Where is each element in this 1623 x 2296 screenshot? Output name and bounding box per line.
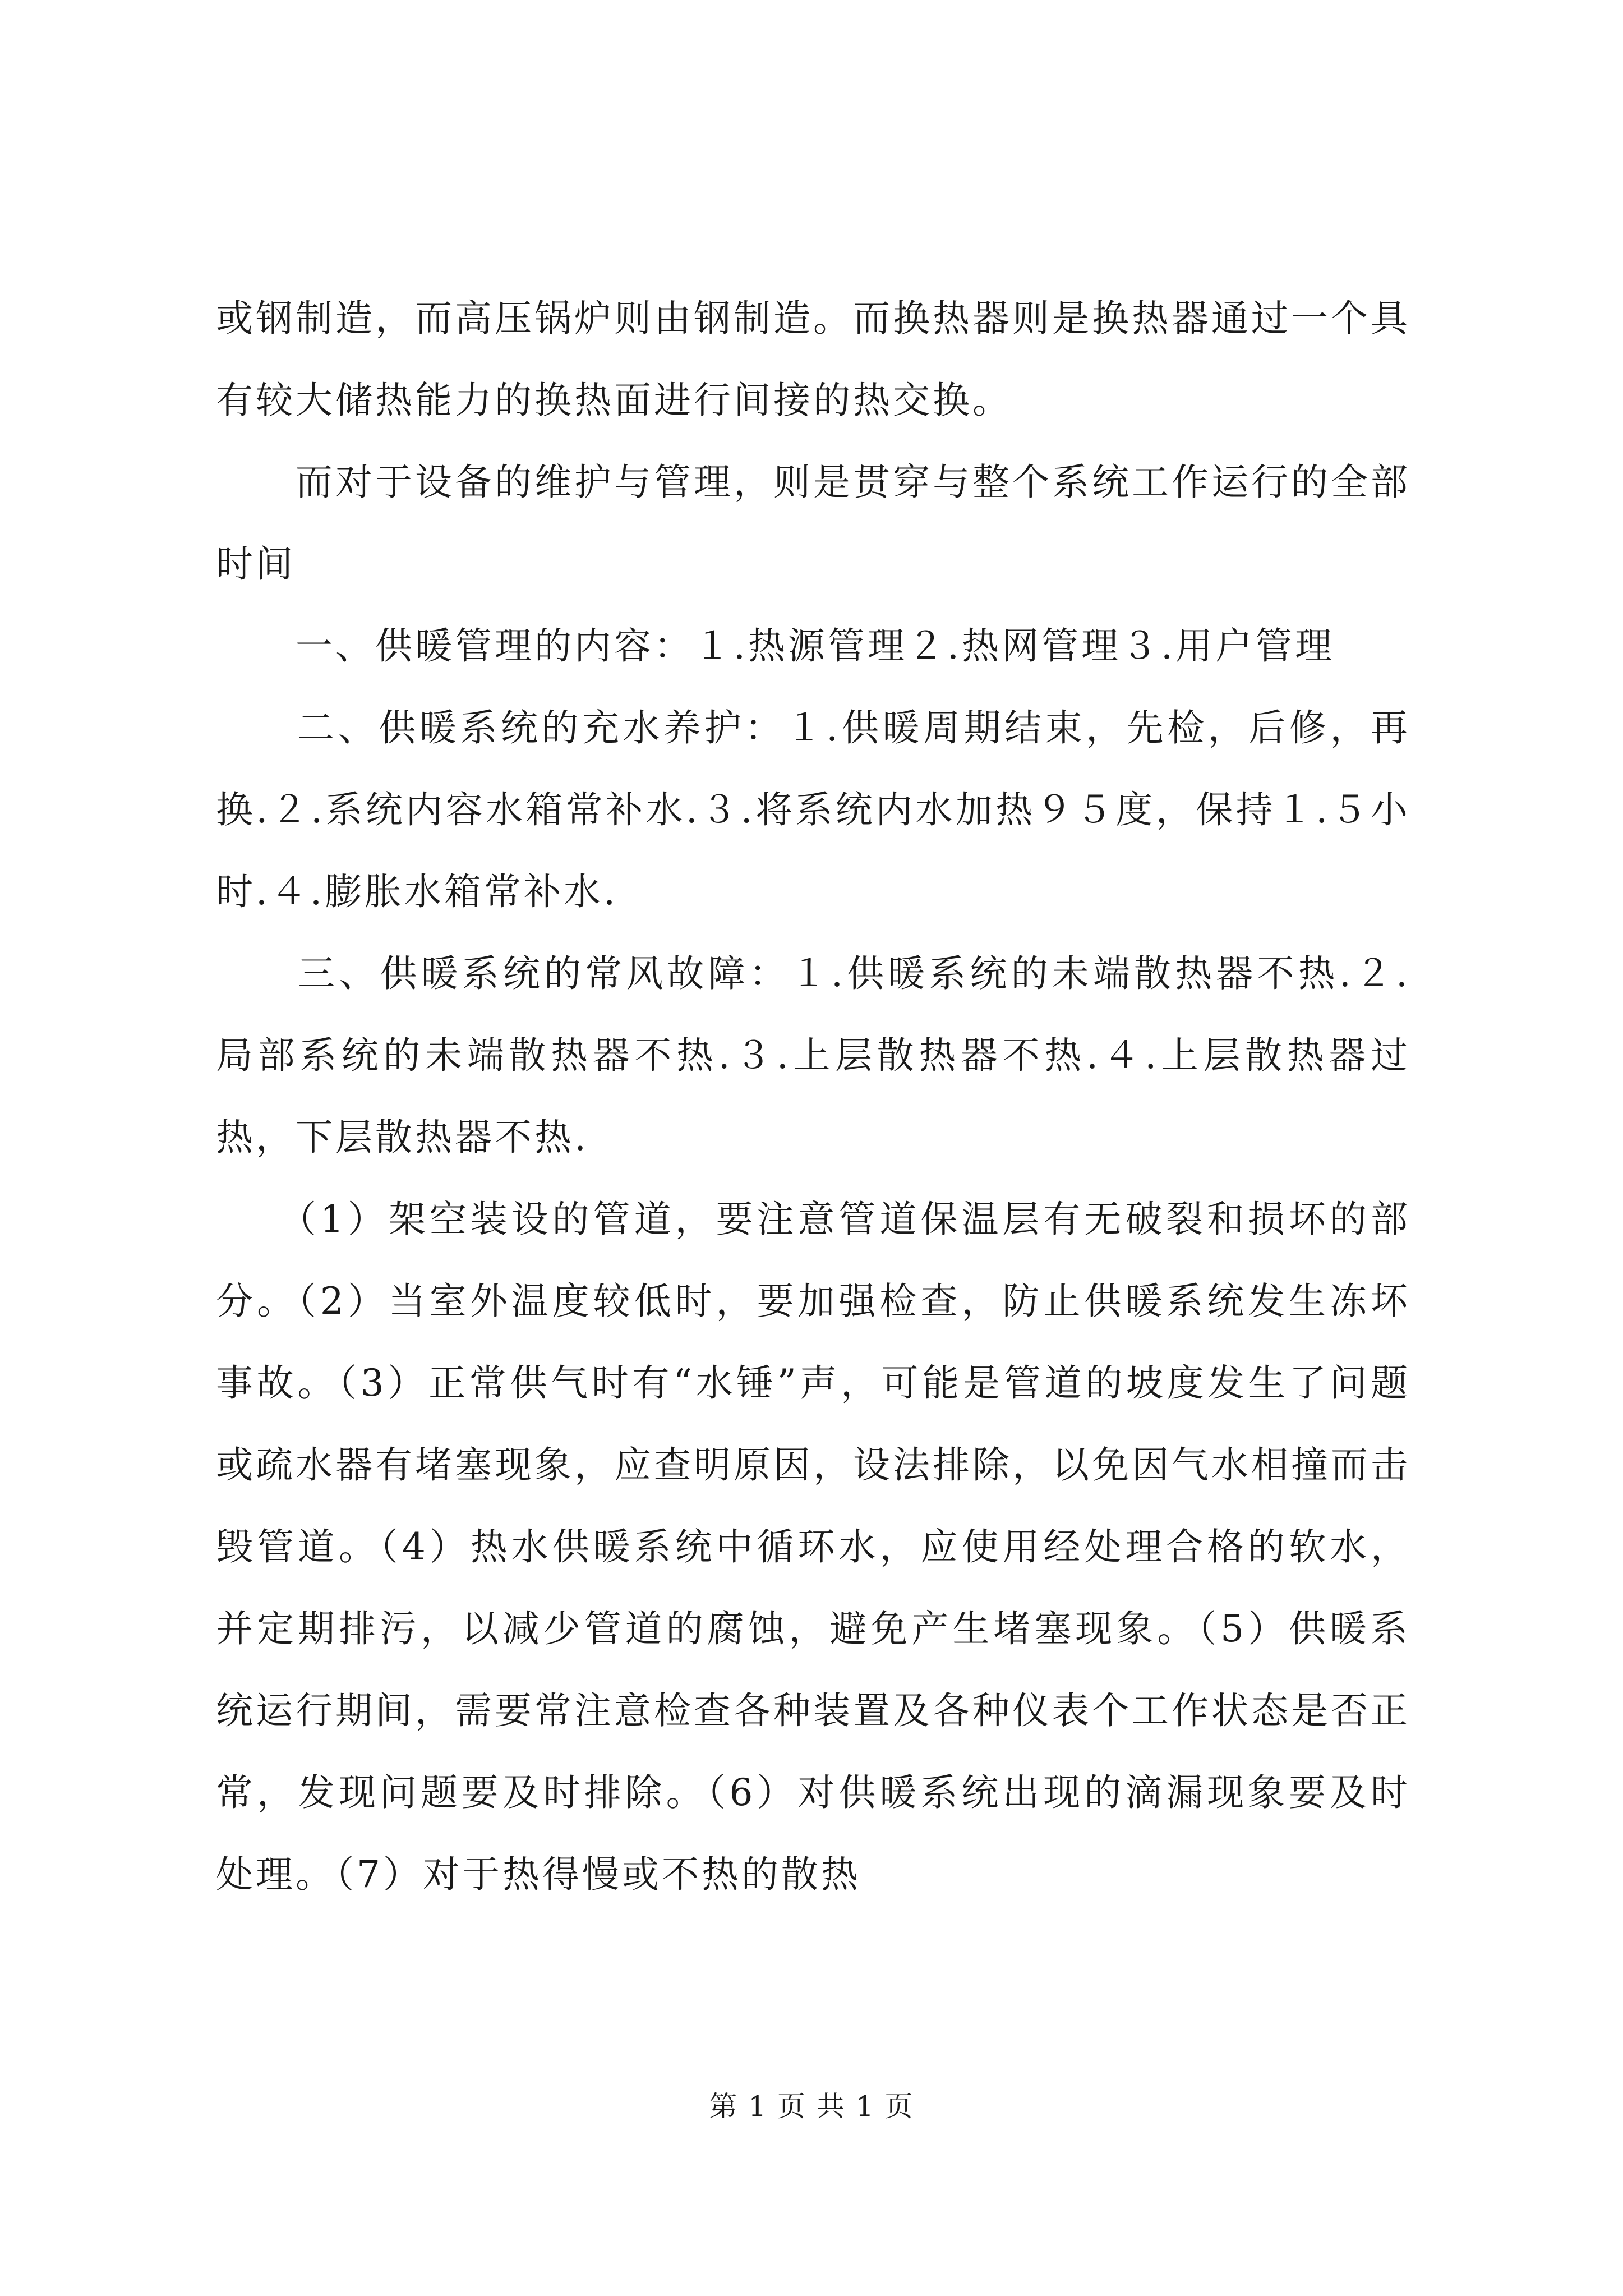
paragraph-water-filling-maintenance: 二、供暖系统的充水养护：１.供暖周期结束，先检，后修，再换.２.系统内容水箱常补水.３.将系统内水加热９５度，保持１.５小时.４.膨胀水箱常补水. bbox=[216, 706, 1410, 913]
paragraph-operation-precautions: （1）架空装设的管道，要注意管道保温层有无破裂和损坏的部分。（2）当室外温度较低时，要加强检查，防止供暖系统发生冻坏事故。（3）正常供气时有“水锤”声，可能是管道的坡度发生了问题或疏水器有堵塞现象，应查明原因，设法排除，以免因气水相撞而击毁管道。（4）热水供暖系统中循环水，应使用经处理合格的软水，并定期排污，以减少管道的腐蚀，避免产生堵塞现象。（5）供暖系统运行期间，需要常注意检查各种装置及各种仪表个工作状态是否正常，发现问题要及时排除。（6）对供暖系统出现的滴漏现象要及时处理。（7）对于热得慢或不热的散热 bbox=[216, 1198, 1410, 1896]
paragraph-heating-management-content: 一、供暖管理的内容：１.热源管理２.热网管理３.用户管理 bbox=[216, 624, 1335, 668]
page-footer: 第 1 页 共 1 页 bbox=[709, 2090, 914, 2123]
paragraph-boiler-heat-exchanger: 或钢制造，而高压锅炉则由钢制造。而换热器则是换热器通过一个具有较大储热能力的换热面进行间接的热交换。 bbox=[216, 297, 1410, 422]
document-body bbox=[216, 278, 1410, 1916]
paragraph-common-faults: 三、供暖系统的常风故障：１.供暖系统的未端散热器不热.２.局部系统的未端散热器不热.３.上层散热器不热.４.上层散热器过热，下层散热器不热. bbox=[216, 952, 1410, 1159]
paragraph-maintenance-management: 而对于设备的维护与管理，则是贯穿与整个系统工作运行的全部时间 bbox=[216, 461, 1410, 586]
